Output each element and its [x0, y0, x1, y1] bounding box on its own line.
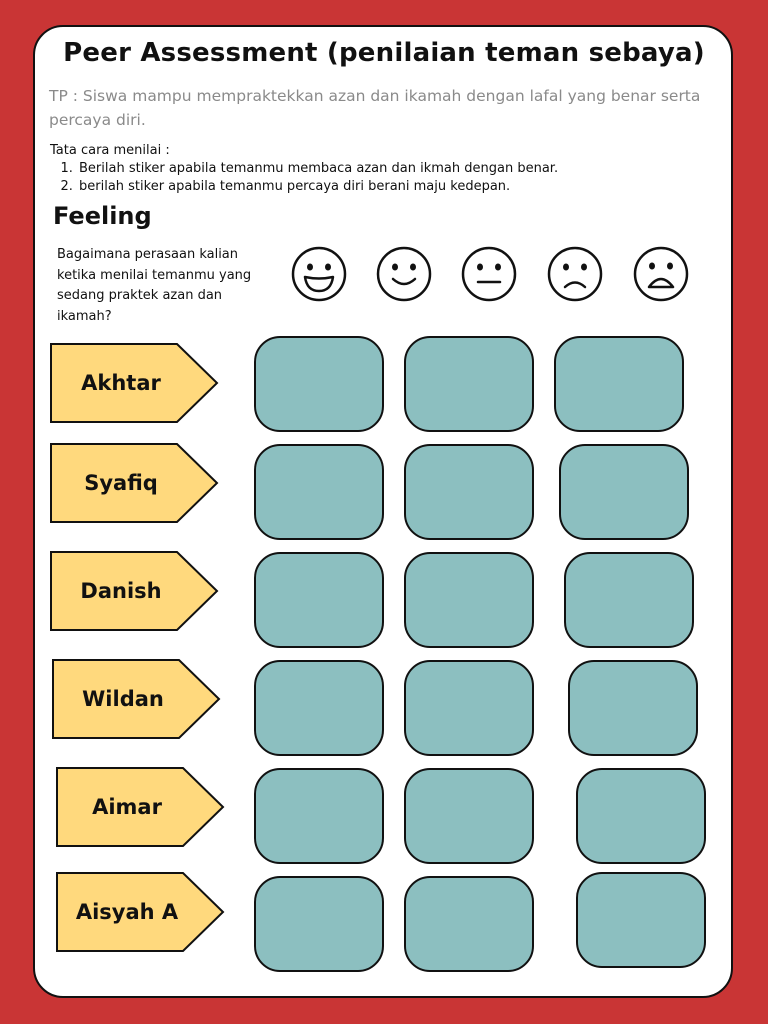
sticker-box[interactable]: [576, 768, 706, 864]
student-name: Akhtar: [81, 371, 161, 395]
sticker-box[interactable]: [404, 660, 534, 756]
sticker-box[interactable]: [254, 768, 384, 864]
student-name-tag: [56, 872, 228, 952]
sticker-box[interactable]: [576, 872, 706, 968]
sticker-box[interactable]: [404, 444, 534, 540]
sticker-box[interactable]: [254, 336, 384, 432]
sticker-box[interactable]: [559, 444, 689, 540]
instructions: [50, 142, 558, 196]
student-name-tag: [52, 659, 224, 739]
student-name: Danish: [80, 579, 162, 603]
sticker-box[interactable]: [254, 660, 384, 756]
instruction-item: 2. berilah stiker apabila temanmu percaya diri berani maju kedepan.: [77, 178, 558, 196]
neutral-face-icon[interactable]: [461, 246, 517, 302]
sticker-box[interactable]: [564, 552, 694, 648]
student-name-tag: [50, 443, 222, 523]
feeling-question: Bagaimana perasaan kalian ketika menilai temanmu yang sedang praktek azan dan ikamah?: [57, 247, 252, 324]
learning-objective: TP : Siswa mampu mempraktekkan azan dan ikamah dengan lafal yang benar serta percaya diri.: [49, 87, 701, 129]
student-name-tag: [50, 343, 222, 423]
page-title: Peer Assessment (penilaian teman sebaya): [63, 38, 705, 68]
distressed-face-icon[interactable]: [633, 246, 689, 302]
sticker-box[interactable]: [568, 660, 698, 756]
student-name-tag: [50, 551, 222, 631]
instructions-heading: Tata cara menilai :: [50, 143, 170, 158]
sticker-box[interactable]: [404, 336, 534, 432]
sticker-box[interactable]: [404, 768, 534, 864]
instruction-item: 1. Berilah stiker apabila temanmu membaca azan dan ikmah dengan benar.: [77, 160, 558, 178]
very-happy-face-icon[interactable]: [291, 246, 347, 302]
student-name-tag: [56, 767, 228, 847]
student-name: Aimar: [92, 795, 162, 819]
sticker-box[interactable]: [254, 876, 384, 972]
instructions-list: [50, 160, 558, 196]
sad-face-icon[interactable]: [547, 246, 603, 302]
student-name: Syafiq: [84, 471, 158, 495]
sticker-box[interactable]: [254, 444, 384, 540]
sticker-box[interactable]: [254, 552, 384, 648]
feeling-heading: Feeling: [53, 202, 152, 230]
sticker-box[interactable]: [554, 336, 684, 432]
student-name: Wildan: [82, 687, 164, 711]
sticker-box[interactable]: [404, 876, 534, 972]
student-name: Aisyah A: [75, 900, 179, 924]
sticker-box[interactable]: [404, 552, 534, 648]
smiling-face-icon[interactable]: [376, 246, 432, 302]
